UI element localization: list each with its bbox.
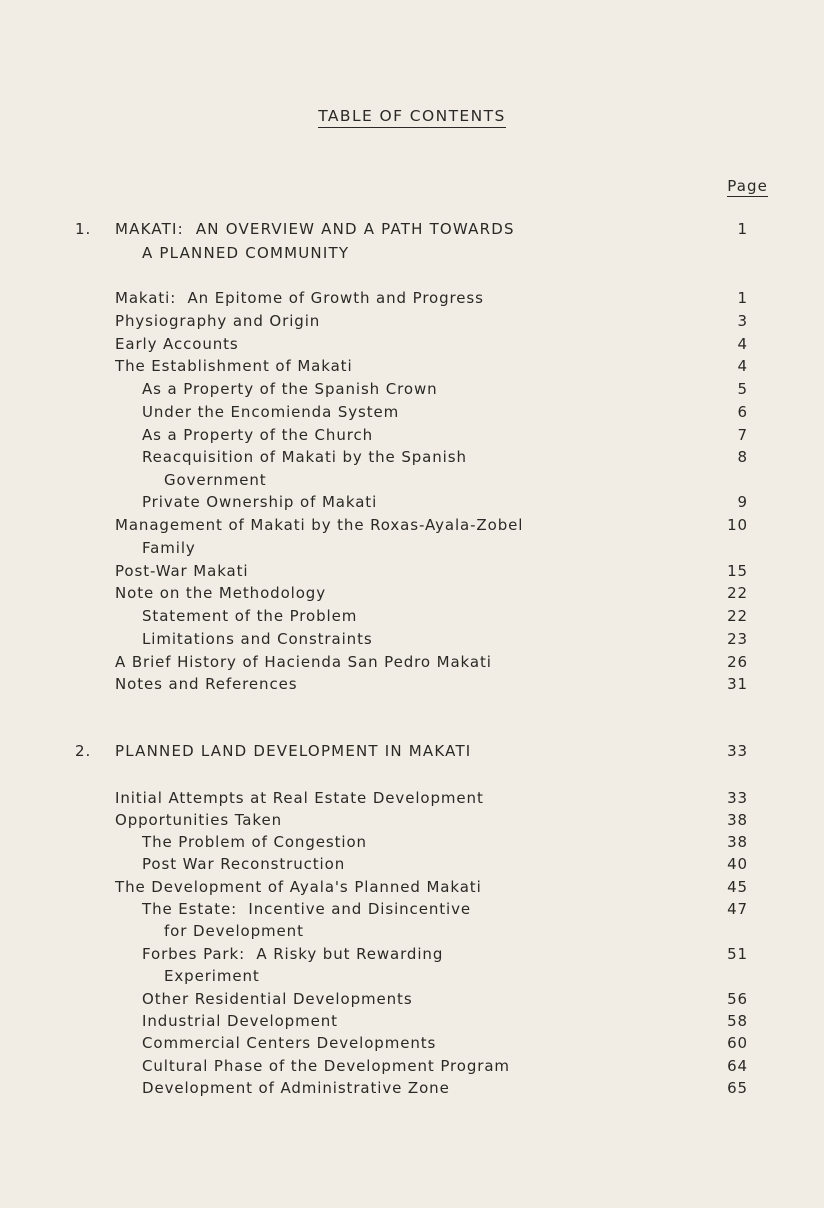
page-number: 15	[727, 562, 748, 580]
entry-title: Other Residential Developments	[142, 990, 413, 1008]
entry-title: Statement of the Problem	[142, 607, 358, 625]
page-number: 8	[737, 448, 748, 466]
entry-title: Note on the Methodology	[115, 584, 326, 602]
page-number: 5	[737, 380, 748, 398]
page-number: 47	[727, 900, 748, 918]
entry-title: The Development of Ayala's Planned Makati	[115, 878, 482, 896]
page-number: 33	[727, 742, 748, 760]
page-number: 6	[737, 403, 748, 421]
entry-title: Initial Attempts at Real Estate Development	[115, 789, 484, 807]
page-number: 60	[727, 1034, 748, 1052]
entry-title-cont: for Development	[164, 922, 304, 940]
page-number: 4	[737, 357, 748, 375]
page-number: 23	[727, 630, 748, 648]
page-number: 65	[727, 1079, 748, 1097]
page-number: 7	[737, 426, 748, 444]
page-column-header: Page	[727, 177, 768, 195]
entry-title: Industrial Development	[142, 1012, 338, 1030]
entry-title: Under the Encomienda System	[142, 403, 400, 421]
entry-title: A Brief History of Hacienda San Pedro Makati	[115, 653, 492, 671]
page-number: 26	[727, 653, 748, 671]
page-number: 45	[727, 878, 748, 896]
page-number: 38	[727, 833, 748, 851]
entry-title: Post-War Makati	[115, 562, 249, 580]
entry-title: Early Accounts	[115, 335, 239, 353]
chapter-title: MAKATI: AN OVERVIEW AND A PATH TOWARDS	[115, 220, 515, 238]
entry-title: The Estate: Incentive and Disincentive	[142, 900, 471, 918]
page-number: 22	[727, 607, 748, 625]
page-number: 38	[727, 811, 748, 829]
page-number: 64	[727, 1057, 748, 1075]
entry-title: Cultural Phase of the Development Program	[142, 1057, 510, 1075]
entry-title: Makati: An Epitome of Growth and Progress	[115, 289, 484, 307]
entry-title: As a Property of the Church	[142, 426, 374, 444]
page-number: 22	[727, 584, 748, 602]
page-number: 58	[727, 1012, 748, 1030]
page-number: 1	[737, 220, 748, 238]
entry-title: Commercial Centers Developments	[142, 1034, 437, 1052]
page-number: 3	[737, 312, 748, 330]
entry-title: Post War Reconstruction	[142, 855, 346, 873]
page-number: 4	[737, 335, 748, 353]
entry-title: Reacquisition of Makati by the Spanish	[142, 448, 467, 466]
entry-title: The Problem of Congestion	[142, 833, 367, 851]
page-number: 56	[727, 990, 748, 1008]
chapter-number: 1.	[75, 220, 92, 238]
entry-title: Limitations and Constraints	[142, 630, 373, 648]
page-number: 10	[727, 516, 748, 534]
entry-title: Opportunities Taken	[115, 811, 282, 829]
entry-title: As a Property of the Spanish Crown	[142, 380, 438, 398]
entry-title-cont: Government	[164, 471, 267, 489]
entry-title: Physiography and Origin	[115, 312, 321, 330]
entry-title-cont: Family	[142, 539, 196, 557]
entry-title: Development of Administrative Zone	[142, 1079, 450, 1097]
page-number: 31	[727, 675, 748, 693]
page-number: 33	[727, 789, 748, 807]
toc-title-text: TABLE OF CONTENTS	[318, 107, 505, 128]
page-number: 9	[737, 493, 748, 511]
entry-title: Management of Makati by the Roxas-Ayala-Zobel	[115, 516, 524, 534]
toc-title	[0, 107, 824, 125]
entry-title: The Establishment of Makati	[115, 357, 353, 375]
page-number: 51	[727, 945, 748, 963]
entry-title: Forbes Park: A Risky but Rewarding	[142, 945, 444, 963]
page-number: 1	[737, 289, 748, 307]
entry-title: Notes and References	[115, 675, 298, 693]
page-number: 40	[727, 855, 748, 873]
entry-title-cont: Experiment	[164, 967, 260, 985]
entry-title: Private Ownership of Makati	[142, 493, 378, 511]
chapter-number: 2.	[75, 742, 92, 760]
chapter-title: PLANNED LAND DEVELOPMENT IN MAKATI	[115, 742, 472, 760]
chapter-title-cont: A PLANNED COMMUNITY	[142, 244, 350, 262]
